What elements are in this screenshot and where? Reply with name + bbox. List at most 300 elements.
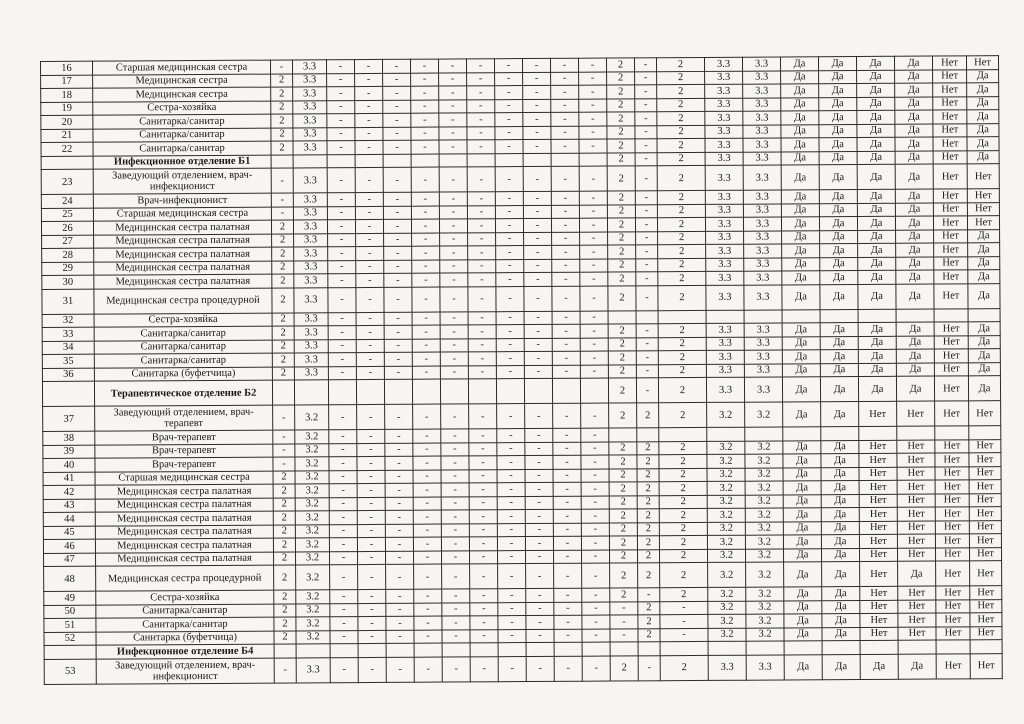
table-cell: - xyxy=(414,589,442,603)
table-cell: - xyxy=(638,588,660,602)
table-cell: - xyxy=(385,429,413,443)
table-cell: - xyxy=(466,59,494,73)
table-cell: Нет xyxy=(897,440,935,454)
table-cell: - xyxy=(525,550,553,564)
table-cell: - xyxy=(580,259,608,273)
table-cell: Нет xyxy=(897,467,935,481)
table-cell: Нет xyxy=(967,202,999,216)
table-cell: 3.3 xyxy=(293,206,327,220)
table-cell: - xyxy=(330,657,358,682)
table-cell xyxy=(580,378,608,403)
table-cell: 3.2 xyxy=(745,440,783,454)
row-number: 19 xyxy=(41,102,93,116)
table-cell xyxy=(384,379,412,404)
table-cell: - xyxy=(327,127,355,141)
table-cell: - xyxy=(356,339,384,353)
table-cell: - xyxy=(384,366,412,380)
table-cell: - xyxy=(526,563,554,588)
table-cell: 2 xyxy=(272,366,294,380)
table-cell xyxy=(414,643,442,657)
row-number xyxy=(44,645,96,659)
table-cell: Нет xyxy=(935,520,969,534)
table-cell: - xyxy=(524,245,552,259)
table-cell: Да xyxy=(968,256,1000,270)
table-cell: Нет xyxy=(933,202,967,216)
table-cell: 3.2 xyxy=(707,481,745,495)
table-cell: Да xyxy=(967,83,999,97)
table-cell: Да xyxy=(895,110,933,124)
table-cell xyxy=(526,642,554,656)
table-cell: Да xyxy=(782,323,820,337)
table-cell: 2 xyxy=(272,312,294,326)
table-cell: 3.2 xyxy=(745,548,783,562)
table-cell: - xyxy=(327,73,355,87)
table-cell: - xyxy=(498,589,526,603)
table-cell: 3.2 xyxy=(295,405,329,430)
table-cell: - xyxy=(525,442,553,456)
table-cell: Да xyxy=(967,123,999,137)
table-cell: - xyxy=(582,588,610,602)
table-cell: 2 xyxy=(272,353,294,367)
table-cell: Да xyxy=(857,97,895,111)
table-cell: Нет xyxy=(933,69,967,83)
table-cell: Да xyxy=(857,110,895,124)
table-cell: - xyxy=(467,205,495,219)
table-cell: - xyxy=(636,245,658,259)
table-cell: 3.2 xyxy=(707,454,745,468)
table-cell: - xyxy=(635,98,657,112)
table-cell: - xyxy=(441,510,469,524)
table-cell: - xyxy=(470,564,498,589)
table-cell: - xyxy=(635,152,657,166)
table-cell: - xyxy=(526,656,554,681)
table-cell: - xyxy=(327,87,355,101)
table-cell: - xyxy=(411,167,439,192)
table-cell: Да xyxy=(860,654,898,679)
table-cell: - xyxy=(412,273,440,287)
table-cell: Да xyxy=(822,627,860,641)
table-cell: - xyxy=(355,86,383,100)
table-cell xyxy=(551,153,579,167)
table-cell: - xyxy=(497,456,525,470)
table-cell: - xyxy=(496,259,524,273)
table-cell: Да xyxy=(782,377,820,402)
table-cell: 3.3 xyxy=(743,151,781,165)
table-cell: 3.3 xyxy=(705,217,743,231)
table-cell: - xyxy=(579,205,607,219)
table-cell: Да xyxy=(821,467,859,481)
table-cell: Нет xyxy=(933,123,967,137)
table-cell: Да xyxy=(968,283,1000,308)
row-number: 34 xyxy=(42,341,94,355)
table-cell: 3.2 xyxy=(708,614,746,628)
row-number xyxy=(41,156,93,170)
table-cell: 2 xyxy=(609,482,637,496)
table-cell: 3.3 xyxy=(706,285,744,310)
table-cell: - xyxy=(635,204,657,218)
table-cell: Да xyxy=(782,230,820,244)
table-cell: - xyxy=(439,86,467,100)
table-cell: - xyxy=(551,139,579,153)
table-cell: - xyxy=(579,126,607,140)
table-cell: 3.3 xyxy=(706,337,744,351)
table-cell: - xyxy=(358,657,386,682)
table-cell: 3.2 xyxy=(746,587,784,601)
table-cell: - xyxy=(551,205,579,219)
table-cell: - xyxy=(440,286,468,311)
table-cell: - xyxy=(383,86,411,100)
position-name: Врач-терапевт xyxy=(95,457,273,472)
table-cell: Да xyxy=(858,322,896,336)
table-cell: - xyxy=(469,550,497,564)
table-cell: - xyxy=(578,58,606,72)
table-cell: - xyxy=(495,205,523,219)
table-cell: Да xyxy=(783,440,821,454)
table-cell: - xyxy=(439,126,467,140)
table-cell xyxy=(821,427,859,441)
table-cell: Да xyxy=(781,165,819,190)
table-cell xyxy=(822,641,860,655)
table-cell: 2 xyxy=(659,468,707,482)
table-cell: Да xyxy=(895,189,933,203)
table-cell: - xyxy=(328,260,356,274)
row-number: 28 xyxy=(42,248,94,262)
position-name: Санитарка/санитар xyxy=(93,128,271,143)
table-cell: 3.2 xyxy=(746,562,784,587)
table-cell: - xyxy=(273,443,295,457)
table-cell: 2 xyxy=(609,403,637,428)
table-cell: - xyxy=(469,483,497,497)
table-cell: Да xyxy=(782,284,820,309)
table-cell: - xyxy=(357,510,385,524)
table-cell: - xyxy=(554,629,582,643)
position-name: Медицинская сестра процедурной xyxy=(96,565,274,591)
table-cell: Да xyxy=(784,654,822,679)
table-cell: - xyxy=(554,602,582,616)
table-cell: - xyxy=(385,524,413,538)
position-name: Заведующий отделением, врач-инфекционист xyxy=(93,168,271,194)
table-cell: 3.3 xyxy=(293,87,327,101)
table-cell: Да xyxy=(858,376,896,401)
table-cell: Да xyxy=(821,548,859,562)
table-cell: - xyxy=(581,550,609,564)
table-cell: - xyxy=(412,233,440,247)
table-cell: Нет xyxy=(969,547,1001,561)
table-cell: - xyxy=(385,456,413,470)
table-cell: Нет xyxy=(934,256,968,270)
table-cell: - xyxy=(357,456,385,470)
table-cell: - xyxy=(384,260,412,274)
table-cell: Нет xyxy=(860,561,898,586)
table-cell: - xyxy=(497,550,525,564)
table-cell: - xyxy=(497,523,525,537)
table-cell: 2 xyxy=(608,285,636,310)
table-cell: 3.3 xyxy=(293,114,327,128)
table-cell: 2 xyxy=(607,71,635,85)
table-cell: Да xyxy=(858,243,896,257)
table-cell: 2 xyxy=(660,655,708,680)
table-cell: - xyxy=(552,311,580,325)
row-number: 53 xyxy=(44,659,96,684)
table-cell: - xyxy=(358,616,386,630)
table-cell: Нет xyxy=(970,586,1002,600)
table-cell: - xyxy=(386,616,414,630)
table-cell: - xyxy=(439,167,467,192)
table-cell: 2 xyxy=(607,204,635,218)
table-cell: - xyxy=(582,629,610,643)
table-cell: - xyxy=(551,166,579,191)
table-cell: - xyxy=(412,246,440,260)
table-cell: 2 xyxy=(658,244,706,258)
table-cell: Нет xyxy=(970,653,1002,678)
table-cell: - xyxy=(442,564,470,589)
table-cell: - xyxy=(581,403,609,428)
table-cell: 2 xyxy=(608,231,636,245)
row-number: 49 xyxy=(44,591,96,605)
table-cell: - xyxy=(467,219,495,233)
table-cell: - xyxy=(383,100,411,114)
table-cell: 2 xyxy=(638,601,660,615)
table-cell: - xyxy=(497,404,525,429)
table-cell: 2 xyxy=(271,87,293,101)
table-cell: Нет xyxy=(935,401,969,426)
table-cell: - xyxy=(496,273,524,287)
row-number: 30 xyxy=(42,275,94,289)
table-cell xyxy=(745,427,783,441)
table-cell: 2 xyxy=(658,377,706,402)
table-cell: Нет xyxy=(897,534,935,548)
table-cell: 3.3 xyxy=(704,57,742,71)
table-cell: Нет xyxy=(935,453,969,467)
table-cell: - xyxy=(357,497,385,511)
table-cell: - xyxy=(411,113,439,127)
table-cell: - xyxy=(496,311,524,325)
table-cell: Да xyxy=(857,203,895,217)
table-cell xyxy=(610,642,638,656)
table-cell: 2 xyxy=(271,114,293,128)
table-cell: - xyxy=(328,366,356,380)
table-cell xyxy=(356,379,384,404)
table-cell: 2 xyxy=(609,441,637,455)
table-cell: Да xyxy=(784,562,822,587)
row-number: 45 xyxy=(43,526,95,540)
table-cell: - xyxy=(636,351,658,365)
table-cell: - xyxy=(497,537,525,551)
table-cell: 3.2 xyxy=(295,443,329,457)
table-cell: - xyxy=(411,219,439,233)
table-cell xyxy=(936,640,970,654)
table-cell: 2 xyxy=(637,549,659,563)
table-cell: - xyxy=(412,366,440,380)
table-cell: - xyxy=(386,564,414,589)
table-cell: - xyxy=(441,404,469,429)
table-cell: 3.3 xyxy=(294,366,328,380)
table-cell: Да xyxy=(820,350,858,364)
table-cell: - xyxy=(438,59,466,73)
table-cell: - xyxy=(551,72,579,86)
table-cell: - xyxy=(635,218,657,232)
table-cell xyxy=(968,308,1000,322)
table-cell: - xyxy=(581,523,609,537)
table-cell: 2 xyxy=(637,441,659,455)
table-cell: 3.3 xyxy=(706,258,744,272)
table-cell: - xyxy=(355,140,383,154)
table-cell: - xyxy=(523,218,551,232)
table-cell xyxy=(707,427,745,441)
table-cell xyxy=(440,379,468,404)
table-cell: 2 xyxy=(609,468,637,482)
table-cell: Нет xyxy=(898,600,936,614)
table-cell: Да xyxy=(821,521,859,535)
table-cell: Нет xyxy=(936,586,970,600)
table-cell: - xyxy=(552,338,580,352)
table-cell: 3.2 xyxy=(708,587,746,601)
table-cell: - xyxy=(470,616,498,630)
table-cell: 2 xyxy=(607,191,635,205)
table-cell: 2 xyxy=(638,615,660,629)
table-cell: - xyxy=(356,246,384,260)
table-cell: - xyxy=(357,470,385,484)
table-cell xyxy=(708,641,746,655)
table-cell: 2 xyxy=(607,218,635,232)
table-cell: 3.2 xyxy=(745,454,783,468)
table-cell: 3.2 xyxy=(295,538,329,552)
table-cell: Да xyxy=(782,257,820,271)
table-cell: 2 xyxy=(273,484,295,498)
table-cell: 2 xyxy=(274,590,296,604)
table-cell: 3.2 xyxy=(296,617,330,631)
table-cell: 3.2 xyxy=(745,521,783,535)
table-cell: 3.3 xyxy=(744,350,782,364)
table-cell: Нет xyxy=(969,401,1001,426)
table-cell: - xyxy=(271,206,293,220)
table-cell: 2 xyxy=(638,563,660,588)
table-cell: Да xyxy=(858,349,896,363)
table-cell: - xyxy=(356,325,384,339)
position-name: Медицинская сестра палатная xyxy=(95,538,273,553)
table-cell: 2 xyxy=(607,125,635,139)
table-cell: 3.2 xyxy=(707,522,745,536)
position-name: Санитарка/санитар xyxy=(94,353,272,368)
table-cell: Нет xyxy=(933,83,967,97)
table-cell: 3.3 xyxy=(706,377,744,402)
table-cell xyxy=(969,426,1001,440)
table-cell: Нет xyxy=(932,56,966,70)
table-cell: Нет xyxy=(970,626,1002,640)
table-cell: 3.3 xyxy=(743,203,781,217)
table-cell: 3.3 xyxy=(744,336,782,350)
table-cell xyxy=(272,380,294,405)
table-cell xyxy=(386,643,414,657)
table-cell: Да xyxy=(821,454,859,468)
table-cell: 2 xyxy=(657,71,705,85)
table-cell: Да xyxy=(895,137,933,151)
row-number: 37 xyxy=(43,406,95,431)
table-cell: - xyxy=(329,457,357,471)
table-cell: 3.2 xyxy=(295,497,329,511)
table-cell: Да xyxy=(968,362,1000,376)
table-cell: 2 xyxy=(274,630,296,644)
table-cell xyxy=(412,379,440,404)
table-cell: Да xyxy=(819,203,857,217)
table-cell: - xyxy=(414,657,442,682)
table-cell: 3.2 xyxy=(745,494,783,508)
table-cell: 3.3 xyxy=(744,284,782,309)
table-cell: 3.2 xyxy=(745,481,783,495)
table-cell: - xyxy=(270,60,292,74)
table-cell: - xyxy=(441,429,469,443)
table-cell: Да xyxy=(894,56,932,70)
table-cell: Да xyxy=(781,217,819,231)
table-cell: - xyxy=(524,272,552,286)
table-cell: - xyxy=(384,287,412,312)
table-cell: - xyxy=(330,590,358,604)
table-cell: - xyxy=(523,205,551,219)
table-cell: - xyxy=(356,352,384,366)
table-cell: - xyxy=(494,59,522,73)
row-number: 32 xyxy=(42,314,94,328)
table-cell: - xyxy=(439,99,467,113)
table-cell: Да xyxy=(783,521,821,535)
row-number: 21 xyxy=(41,129,93,143)
table-cell: - xyxy=(495,167,523,192)
table-cell: - xyxy=(523,112,551,126)
table-cell: - xyxy=(385,497,413,511)
table-cell: - xyxy=(384,312,412,326)
table-cell: - xyxy=(468,259,496,273)
table-cell: - xyxy=(524,259,552,273)
table-cell: - xyxy=(525,482,553,496)
table-cell: - xyxy=(468,246,496,260)
table-cell: 3.2 xyxy=(296,590,330,604)
position-name: Старшая медицинская сестра xyxy=(93,60,271,75)
table-cell: - xyxy=(382,59,410,73)
table-cell: Да xyxy=(781,151,819,165)
table-cell: - xyxy=(357,483,385,497)
table-cell: - xyxy=(386,630,414,644)
table-cell: Да xyxy=(819,138,857,152)
table-cell: Да xyxy=(781,124,819,138)
position-name: Санитарка (буфетчица) xyxy=(96,631,274,646)
table-cell: - xyxy=(413,429,441,443)
table-cell: Нет xyxy=(860,586,898,600)
table-cell: - xyxy=(385,537,413,551)
table-cell: Нет xyxy=(859,440,897,454)
table-cell: - xyxy=(468,232,496,246)
table-cell: Нет xyxy=(936,561,970,586)
table-cell: 2 xyxy=(658,231,706,245)
table-cell: Нет xyxy=(935,547,969,561)
table-cell: 3.3 xyxy=(744,363,782,377)
table-cell: Нет xyxy=(934,229,968,243)
table-cell: - xyxy=(552,245,580,259)
table-cell: - xyxy=(495,86,523,100)
table-cell: - xyxy=(525,469,553,483)
table-cell xyxy=(411,154,439,168)
table-cell: Нет xyxy=(934,335,968,349)
table-cell: - xyxy=(328,233,356,247)
table-cell: - xyxy=(581,455,609,469)
table-cell: Нет xyxy=(934,270,968,284)
table-cell: - xyxy=(440,352,468,366)
table-cell: - xyxy=(441,537,469,551)
table-cell: - xyxy=(525,428,553,442)
table-cell: 2 xyxy=(659,549,707,563)
table-cell: Да xyxy=(781,70,819,84)
table-cell: - xyxy=(327,114,355,128)
table-cell: Нет xyxy=(897,507,935,521)
table-cell: Да xyxy=(819,217,857,231)
